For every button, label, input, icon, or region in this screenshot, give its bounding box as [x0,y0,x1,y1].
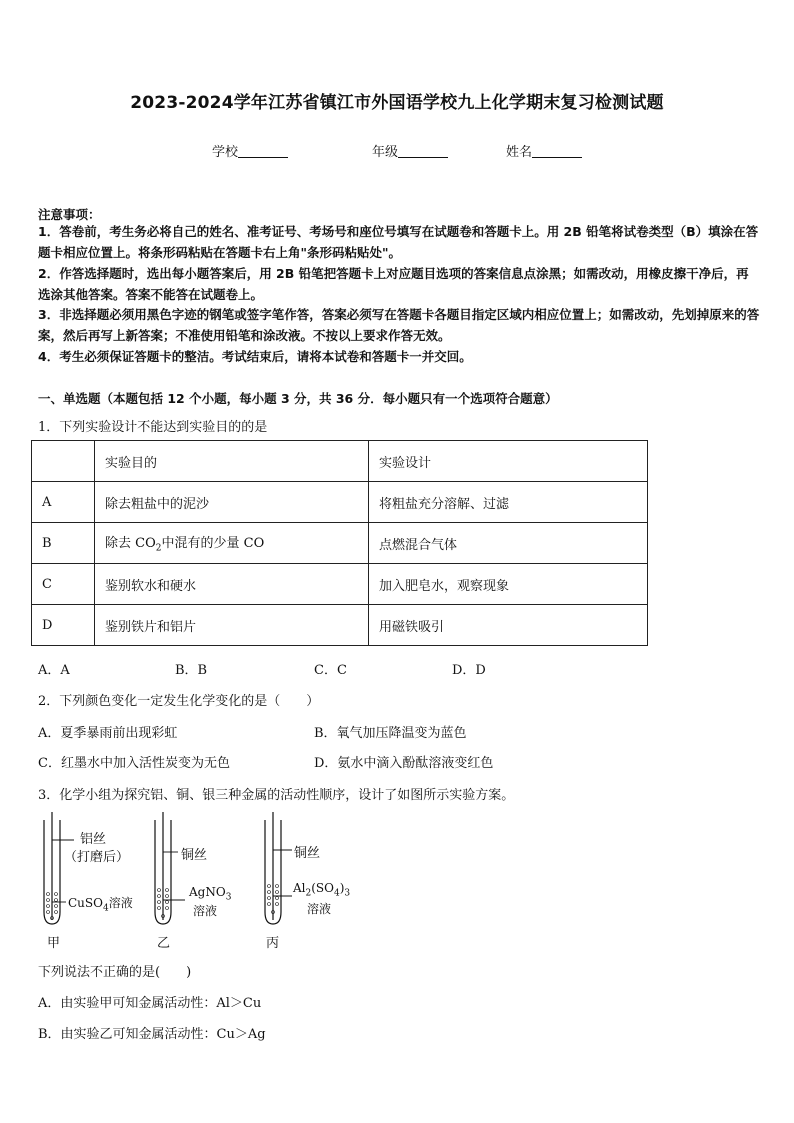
row-design: 用磁铁吸引 [369,605,648,646]
q2-option-c[interactable]: C．红墨水中加入活性炭变为无色 [38,756,230,771]
grade-label: 年级 [372,145,399,160]
yi-solution-label: AgNO$_3$ [189,885,232,903]
jia-solution-label: CuSO$_4$溶液 [68,896,133,914]
note-item-1: 1．答卷前，考生务必将自己的姓名、准考证号、考场号和座位号填写在试题卷和答题卡上。用 2B 铅笔将试卷类型（B）填涂在答题卡相应位置上。将条形码粘贴在答题卡右上角"条形码粘贴处"。 [38,224,759,260]
q2-option-d[interactable]: D．氨水中滴入酚酞溶液变红色 [314,756,494,771]
table-row [32,441,648,482]
q3-stem: 3．化学小组为探究铝、铜、银三种金属的活动性顺序，设计了如图所示实验方案。 [38,788,515,803]
yi-wire-label: 铜丝 [181,848,208,863]
table-header-goal: 实验目的 [95,441,369,482]
grade-field[interactable] [372,141,448,160]
row-goal: 除去 $CO_2$中混有的少量 CO [95,523,369,564]
q3-option-a[interactable]: A．由实验甲可知金属活动性：Al＞Cu [38,996,262,1011]
q1-option-b[interactable]: B．B [175,663,208,678]
table-cell [32,441,95,482]
q3-question: 下列说法不正确的是( ) [38,965,192,980]
bing-tube-name: 丙 [266,936,280,951]
table-row [32,523,648,564]
page-title: 2023-2024学年江苏省镇江市外国语学校九上化学期末复习检测试题 [130,93,664,113]
q2-option-b[interactable]: B．氧气加压降温变为蓝色 [314,726,467,741]
table-row [32,605,648,646]
yi-tube-name: 乙 [157,936,171,951]
row-goal: 鉴别铁片和铝片 [95,605,369,646]
row-design: 加入肥皂水，观察现象 [369,564,648,605]
bing-solution-note: 溶液 [307,902,332,916]
school-label: 学校 [212,145,239,160]
name-field[interactable] [506,141,582,160]
table-row [32,564,648,605]
q3-option-b[interactable]: B．由实验乙可知金属活动性：Cu＞Ag [38,1027,266,1042]
note-item-4: 4．考生必须保证答题卡的整洁。考试结束后，请将本试卷和答题卡一并交回。 [38,349,472,364]
bing-wire-label: 铜丝 [294,846,321,861]
q1-table [31,440,648,646]
note-item-2: 2．作答选择题时，选出每小题答案后，用 2B 铅笔把答题卡上对应题目选项的答案信息点涂黑；如需改动，用橡皮擦干净后，再选涂其他答案。答案不能答在试题卷上。 [38,266,749,302]
notes-heading: 注意事项： [38,207,101,222]
school-field[interactable] [212,141,288,160]
yi-solution-note: 溶液 [193,904,218,918]
q1-option-a[interactable]: A．A [38,663,70,678]
jia-wire-label: 铝丝 [80,832,107,847]
row-goal: 鉴别软水和硬水 [95,564,369,605]
row-label: B [32,523,95,564]
jia-tube-name: 甲 [47,936,61,951]
row-design: 将粗盐充分溶解、过滤 [369,482,648,523]
table-row [32,482,648,523]
bing-solution-label: $Al_2(SO_4)_3$ [293,881,351,899]
table-header-design: 实验设计 [369,441,648,482]
q2-stem: 2．下列颜色变化一定发生化学变化的是（ ） [38,694,320,709]
row-label: A [32,482,95,523]
q1-stem: 1．下列实验设计不能达到实验目的的是 [38,420,268,435]
note-item-3: 3．非选择题必须用黑色字迹的钢笔或签字笔作答，答案必须写在答题卡各题目指定区域内相应位置上；如需改动，先划掉原来的答案，然后再写上新答案；不准使用铅笔和涂改液。不按以上要求作答无效。 [38,307,760,343]
name-label: 姓名 [506,145,533,160]
row-label: D [32,605,95,646]
jia-wire-note: （打磨后） [64,850,130,865]
row-design: 点燃混合气体 [369,523,648,564]
q2-option-a[interactable]: A．夏季暴雨前出现彩虹 [38,726,178,741]
section-heading: 一、单选题（本题包括 12 个小题，每小题 3 分，共 36 分．每小题只有一个选项符合题意） [38,391,558,406]
row-label: C [32,564,95,605]
q1-option-c[interactable]: C．C [314,663,347,678]
q1-option-d[interactable]: D．D [452,663,486,678]
row-goal: 除去粗盐中的泥沙 [95,482,369,523]
